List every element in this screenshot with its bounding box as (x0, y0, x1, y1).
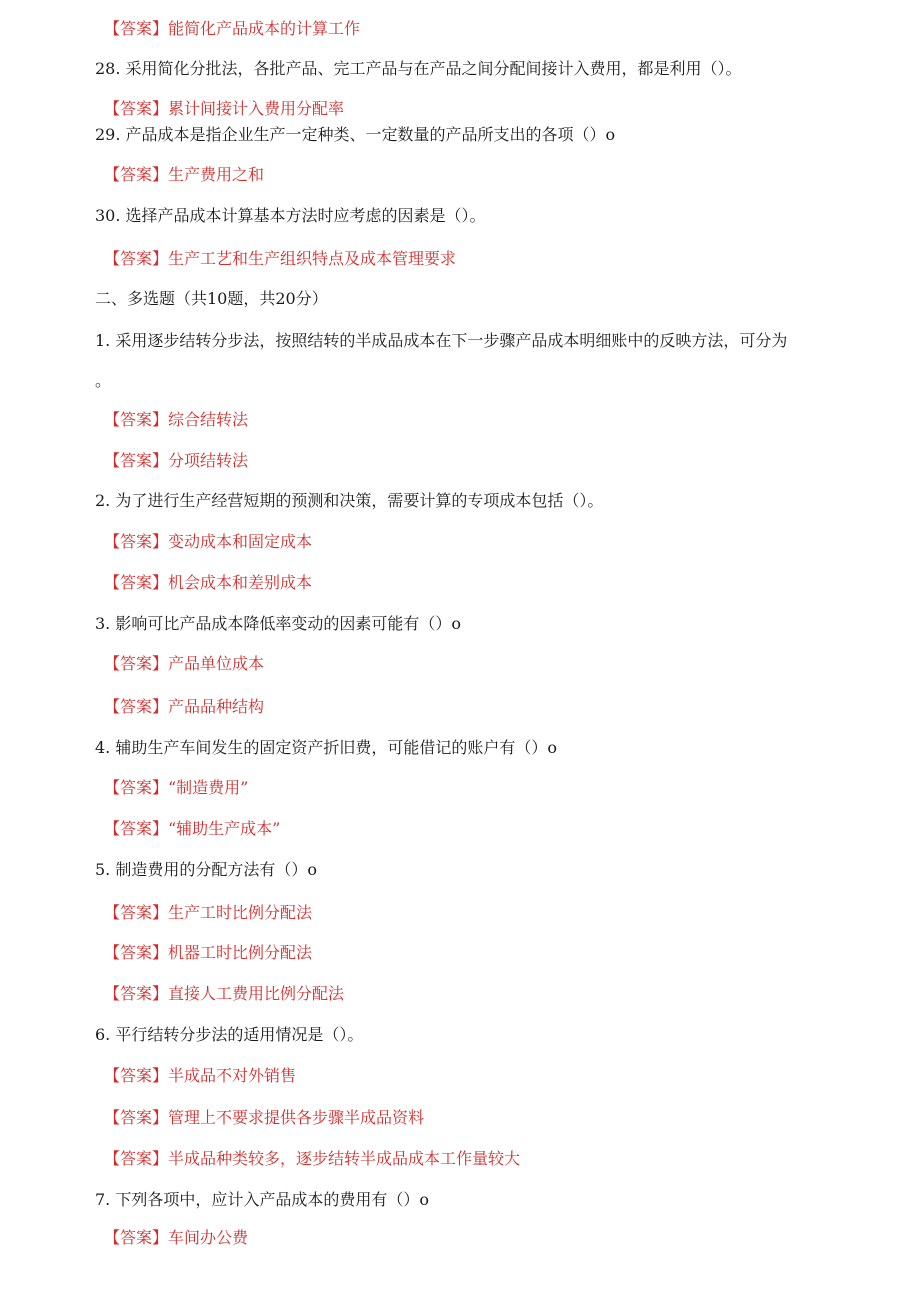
question-30: 30. 选择产品成本计算基本方法时应考虑的因素是（）。 (95, 206, 486, 225)
question-2: 2. 为了进行生产经营短期的预测和决策，需要计算的专项成本包括（）。 (95, 491, 604, 510)
answer-line: 【答案】机会成本和差别成本 (104, 573, 313, 592)
question-1: 1. 采用逐步结转分步法，按照结转的半成品成本在下一步骤产品成本明细账中的反映方法，可分为 (95, 331, 788, 350)
question-1-cont: 。 (95, 371, 112, 390)
answer-line: 【答案】生产工艺和生产组织特点及成本管理要求 (104, 249, 457, 268)
question-6: 6. 平行结转分步法的适用情况是（）。 (95, 1025, 364, 1044)
question-28: 28. 采用简化分批法，各批产品、完工产品与在产品之间分配间接计入费用，都是利用（）。 (95, 59, 742, 78)
answer-line: 【答案】“制造费用” (104, 778, 249, 797)
question-3: 3. 影响可比产品成本降低率变动的因素可能有（）o (95, 614, 461, 633)
answer-line: 【答案】半成品不对外销售 (104, 1066, 297, 1085)
section-heading: 二、多选题（共10题，共20分） (95, 289, 328, 308)
answer-line: 【答案】变动成本和固定成本 (104, 532, 313, 551)
question-4: 4. 辅助生产车间发生的固定资产折旧费，可能借记的账户有（）o (95, 738, 557, 757)
answer-line: 【答案】机器工时比例分配法 (104, 943, 313, 962)
answer-line: 【答案】累计间接计入费用分配率 (104, 99, 345, 118)
answer-line: 【答案】产品单位成本 (104, 654, 265, 673)
answer-line: 【答案】生产费用之和 (104, 165, 265, 184)
answer-line: 【答案】直接人工费用比例分配法 (104, 984, 345, 1003)
answer-line: 【答案】半成品种类较多，逐步结转半成品成本工作量较大 (104, 1149, 521, 1168)
answer-line: 【答案】生产工时比例分配法 (104, 903, 313, 922)
answer-line: 【答案】“辅助生产成本” (104, 819, 281, 838)
answer-line: 【答案】分项结转法 (104, 451, 249, 470)
question-7: 7. 下列各项中，应计入产品成本的费用有（）o (95, 1190, 429, 1209)
answer-line: 【答案】车间办公费 (104, 1228, 249, 1247)
answer-line: 【答案】综合结转法 (104, 410, 249, 429)
answer-line: 【答案】产品品种结构 (104, 697, 265, 716)
answer-line: 【答案】管理上不要求提供各步骤半成品资料 (104, 1108, 425, 1127)
question-29: 29. 产品成本是指企业生产一定种类、一定数量的产品所支出的各项（）o (95, 125, 616, 144)
question-5: 5. 制造费用的分配方法有（）o (95, 860, 317, 879)
answer-line: 【答案】能简化产品成本的计算工作 (104, 19, 361, 38)
